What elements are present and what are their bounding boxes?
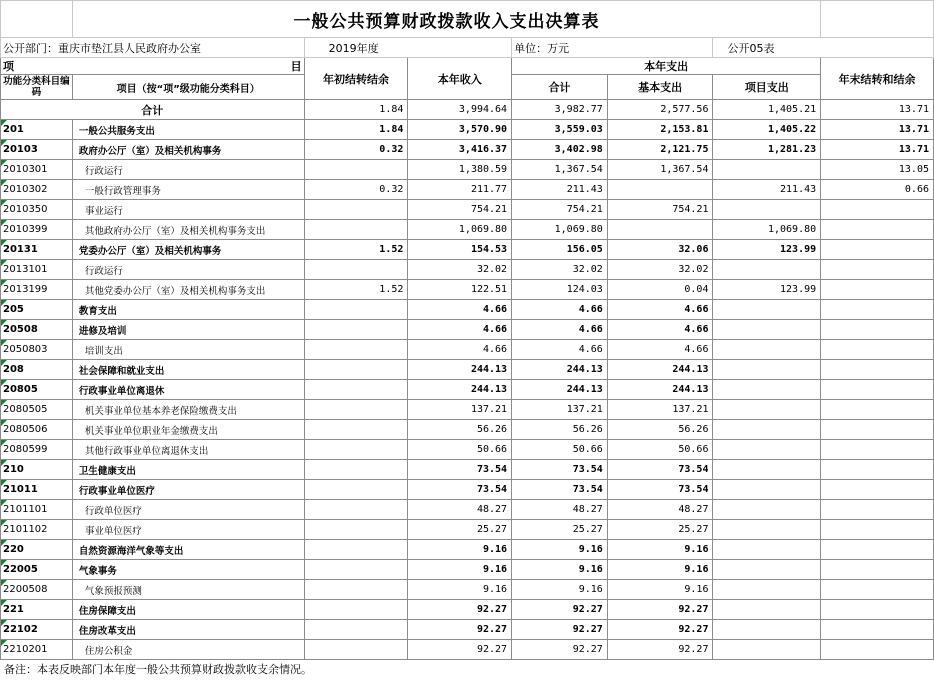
- table-row: [1, 580, 934, 600]
- cell-opening: [304, 200, 408, 220]
- title-right-cell: [821, 1, 934, 38]
- header-item-right: 目: [290, 60, 302, 73]
- cell-project: [713, 260, 821, 280]
- cell-basic: 9.16: [607, 560, 713, 580]
- table-row: [1, 340, 934, 360]
- cell-income: 9.16: [408, 560, 512, 580]
- cell-opening: [304, 380, 408, 400]
- row-code: 2010301: [1, 160, 73, 180]
- cell-closing: [821, 640, 934, 660]
- cell-project: [713, 520, 821, 540]
- cell-total: 244.13: [512, 380, 608, 400]
- header-spending: 本年支出: [512, 58, 821, 75]
- cell-income: 4.66: [408, 300, 512, 320]
- row-name: 机关事业单位职业年金缴费支出: [72, 420, 304, 440]
- cell-project: [713, 560, 821, 580]
- cell-marker-icon: [1, 620, 7, 626]
- cell-marker-icon: [1, 420, 7, 426]
- header-project: 项目（按“项”级功能分类科目）: [72, 75, 304, 100]
- table-row: [1, 360, 934, 380]
- row-name: 其他行政事业单位离退休支出: [72, 440, 304, 460]
- cell-marker-icon: [1, 580, 7, 586]
- row-code: 2010350: [1, 200, 73, 220]
- cell-total: 9.16: [512, 580, 608, 600]
- cell-opening: [304, 260, 408, 280]
- cell-income: 1,069.80: [408, 220, 512, 240]
- cell-project: [713, 460, 821, 480]
- row-code: 208: [1, 360, 73, 380]
- cell-opening: [304, 500, 408, 520]
- cell-project: [713, 160, 821, 180]
- row-name: 其他党委办公厅（室）及相关机构事务支出: [72, 280, 304, 300]
- row-code: 2013199: [1, 280, 73, 300]
- cell-income: 754.21: [408, 200, 512, 220]
- cell-closing: [821, 320, 934, 340]
- cell-closing: [821, 420, 934, 440]
- cell-total: 124.03: [512, 280, 608, 300]
- row-code: 2210201: [1, 640, 73, 660]
- cell-total: 4.66: [512, 300, 608, 320]
- cell-income: 122.51: [408, 280, 512, 300]
- row-name: 行政单位医疗: [72, 500, 304, 520]
- cell-marker-icon: [1, 200, 7, 206]
- cell-income: 3,416.37: [408, 140, 512, 160]
- cell-total: 3,559.03: [512, 120, 608, 140]
- cell-income: 73.54: [408, 460, 512, 480]
- cell-marker-icon: [1, 240, 7, 246]
- table-row: [1, 140, 934, 160]
- cell-opening: [304, 340, 408, 360]
- cell-income: 137.21: [408, 400, 512, 420]
- cell-total: 73.54: [512, 480, 608, 500]
- cell-income: 56.26: [408, 420, 512, 440]
- total-project: 1,405.21: [713, 100, 821, 120]
- cell-opening: [304, 480, 408, 500]
- cell-total: 156.05: [512, 240, 608, 260]
- cell-total: 137.21: [512, 400, 608, 420]
- row-name: 一般公共服务支出: [72, 120, 304, 140]
- cell-opening: 1.52: [304, 280, 408, 300]
- cell-basic: 92.27: [607, 620, 713, 640]
- cell-basic: 244.13: [607, 380, 713, 400]
- header-project-exp: 项目支出: [713, 75, 821, 100]
- cell-opening: [304, 620, 408, 640]
- cell-marker-icon: [1, 460, 7, 466]
- cell-basic: 2,153.81: [607, 120, 713, 140]
- row-name: 培训支出: [72, 340, 304, 360]
- cell-income: 92.27: [408, 600, 512, 620]
- row-name: 住房保障支出: [72, 600, 304, 620]
- cell-basic: 244.13: [607, 360, 713, 380]
- cell-opening: [304, 440, 408, 460]
- header-total: 合计: [512, 75, 608, 100]
- row-name: 行政运行: [72, 260, 304, 280]
- cell-project: [713, 540, 821, 560]
- cell-basic: 92.27: [607, 600, 713, 620]
- cell-basic: 50.66: [607, 440, 713, 460]
- row-code: 2013101: [1, 260, 73, 280]
- cell-income: 9.16: [408, 540, 512, 560]
- cell-basic: 92.27: [607, 640, 713, 660]
- row-code: 20103: [1, 140, 73, 160]
- page-title: 一般公共预算财政拨款收入支出决算表: [72, 1, 820, 38]
- header-closing: 年末结转和结余: [821, 58, 934, 100]
- cell-total: 1,367.54: [512, 160, 608, 180]
- cell-opening: 1.52: [304, 240, 408, 260]
- row-code: 220: [1, 540, 73, 560]
- row-name: 一般行政管理事务: [72, 180, 304, 200]
- table-row: [1, 320, 934, 340]
- row-name: 机关事业单位基本养老保险缴费支出: [72, 400, 304, 420]
- cell-project: [713, 360, 821, 380]
- row-code: 2010302: [1, 180, 73, 200]
- row-name: 进修及培训: [72, 320, 304, 340]
- cell-closing: [821, 300, 934, 320]
- cell-basic: 73.54: [607, 480, 713, 500]
- cell-income: 244.13: [408, 380, 512, 400]
- cell-opening: [304, 220, 408, 240]
- row-code: 2080505: [1, 400, 73, 420]
- cell-marker-icon: [1, 540, 7, 546]
- header-income: 本年收入: [408, 58, 512, 100]
- cell-closing: [821, 540, 934, 560]
- cell-project: [713, 420, 821, 440]
- cell-total: 4.66: [512, 340, 608, 360]
- cell-marker-icon: [1, 180, 7, 186]
- cell-project: [713, 640, 821, 660]
- table-row: [1, 480, 934, 500]
- table-row: [1, 120, 934, 140]
- cell-income: 4.66: [408, 320, 512, 340]
- cell-total: 92.27: [512, 620, 608, 640]
- form-label: 公开05表: [713, 38, 934, 58]
- cell-total: 1,069.80: [512, 220, 608, 240]
- table-row: [1, 540, 934, 560]
- cell-income: 9.16: [408, 580, 512, 600]
- row-name: 行政运行: [72, 160, 304, 180]
- title-left-cell: [1, 1, 73, 38]
- table-row: [1, 600, 934, 620]
- row-name: 其他政府办公厅（室）及相关机构事务支出: [72, 220, 304, 240]
- cell-basic: 25.27: [607, 520, 713, 540]
- cell-total: 4.66: [512, 320, 608, 340]
- row-code: 2080506: [1, 420, 73, 440]
- cell-marker-icon: [1, 160, 7, 166]
- cell-total: 92.27: [512, 640, 608, 660]
- row-name: 行政事业单位离退休: [72, 380, 304, 400]
- cell-marker-icon: [1, 600, 7, 606]
- cell-income: 211.77: [408, 180, 512, 200]
- table-body: [1, 1, 934, 660]
- row-name: 气象预报预测: [72, 580, 304, 600]
- table-row: [1, 460, 934, 480]
- row-code: 201: [1, 120, 73, 140]
- cell-income: 154.53: [408, 240, 512, 260]
- cell-basic: [607, 220, 713, 240]
- header-item-left: 项: [3, 60, 14, 73]
- cell-project: [713, 400, 821, 420]
- cell-marker-icon: [1, 400, 7, 406]
- row-name: 社会保障和就业支出: [72, 360, 304, 380]
- cell-income: 4.66: [408, 340, 512, 360]
- cell-opening: 1.84: [304, 120, 408, 140]
- table-row: [1, 280, 934, 300]
- cell-project: [713, 480, 821, 500]
- table-row: [1, 520, 934, 540]
- cell-project: 1,069.80: [713, 220, 821, 240]
- cell-income: 25.27: [408, 520, 512, 540]
- cell-opening: [304, 560, 408, 580]
- table-row: [1, 440, 934, 460]
- total-closing: 13.71: [821, 100, 934, 120]
- cell-closing: [821, 340, 934, 360]
- row-code: 2200508: [1, 580, 73, 600]
- cell-basic: 32.06: [607, 240, 713, 260]
- row-code: 20131: [1, 240, 73, 260]
- cell-closing: [821, 360, 934, 380]
- cell-project: [713, 380, 821, 400]
- cell-income: 1,380.59: [408, 160, 512, 180]
- row-code: 2050803: [1, 340, 73, 360]
- cell-basic: 48.27: [607, 500, 713, 520]
- cell-basic: 137.21: [607, 400, 713, 420]
- cell-opening: [304, 600, 408, 620]
- cell-project: [713, 440, 821, 460]
- row-name: 行政事业单位医疗: [72, 480, 304, 500]
- cell-total: 3,402.98: [512, 140, 608, 160]
- cell-total: 32.02: [512, 260, 608, 280]
- cell-closing: [821, 260, 934, 280]
- cell-marker-icon: [1, 340, 7, 346]
- cell-project: [713, 620, 821, 640]
- total-label: 合计: [1, 100, 305, 120]
- total-row: [1, 100, 934, 120]
- cell-basic: 4.66: [607, 300, 713, 320]
- cell-basic: 754.21: [607, 200, 713, 220]
- row-code: 2080599: [1, 440, 73, 460]
- cell-income: 3,570.90: [408, 120, 512, 140]
- cell-closing: 13.71: [821, 140, 934, 160]
- table-row: [1, 220, 934, 240]
- row-name: 自然资源海洋气象等支出: [72, 540, 304, 560]
- year-label: 2019年度: [304, 38, 511, 58]
- cell-project: [713, 320, 821, 340]
- cell-marker-icon: [1, 500, 7, 506]
- cell-opening: [304, 300, 408, 320]
- cell-marker-icon: [1, 320, 7, 326]
- cell-marker-icon: [1, 480, 7, 486]
- cell-basic: 2,121.75: [607, 140, 713, 160]
- cell-opening: [304, 520, 408, 540]
- cell-opening: [304, 540, 408, 560]
- cell-basic: 1,367.54: [607, 160, 713, 180]
- cell-closing: [821, 560, 934, 580]
- cell-marker-icon: [1, 520, 7, 526]
- cell-income: 50.66: [408, 440, 512, 460]
- cell-opening: [304, 420, 408, 440]
- table-row: [1, 160, 934, 180]
- cell-closing: [821, 280, 934, 300]
- table-row: [1, 640, 934, 660]
- row-code: 20805: [1, 380, 73, 400]
- header-basic: 基本支出: [607, 75, 713, 100]
- cell-opening: [304, 160, 408, 180]
- cell-closing: 13.71: [821, 120, 934, 140]
- cell-total: 754.21: [512, 200, 608, 220]
- cell-project: [713, 580, 821, 600]
- cell-closing: [821, 600, 934, 620]
- cell-marker-icon: [1, 640, 7, 646]
- cell-opening: [304, 460, 408, 480]
- row-code: 221: [1, 600, 73, 620]
- dept-label: 公开部门：重庆市垫江县人民政府办公室: [1, 38, 305, 58]
- cell-basic: 73.54: [607, 460, 713, 480]
- cell-closing: [821, 460, 934, 480]
- cell-total: 48.27: [512, 500, 608, 520]
- cell-project: [713, 340, 821, 360]
- table-row: [1, 240, 934, 260]
- cell-opening: 0.32: [304, 180, 408, 200]
- row-name: 政府办公厅（室）及相关机构事务: [72, 140, 304, 160]
- cell-total: 92.27: [512, 600, 608, 620]
- cell-closing: [821, 580, 934, 600]
- cell-project: 1,281.23: [713, 140, 821, 160]
- footnote: 备注：本表反映部门本年度一般公共预算财政拨款收支余情况。: [4, 663, 312, 676]
- cell-basic: 32.02: [607, 260, 713, 280]
- cell-total: 9.16: [512, 540, 608, 560]
- cell-closing: [821, 620, 934, 640]
- cell-basic: 9.16: [607, 540, 713, 560]
- cell-project: 211.43: [713, 180, 821, 200]
- cell-opening: [304, 580, 408, 600]
- cell-closing: [821, 200, 934, 220]
- cell-closing: [821, 520, 934, 540]
- cell-closing: [821, 440, 934, 460]
- cell-closing: 13.05: [821, 160, 934, 180]
- cell-total: 73.54: [512, 460, 608, 480]
- row-code: 2101102: [1, 520, 73, 540]
- header-opening: 年初结转结余: [304, 58, 408, 100]
- row-name: 事业运行: [72, 200, 304, 220]
- cell-total: 211.43: [512, 180, 608, 200]
- unit-label: 单位：万元: [512, 38, 713, 58]
- row-name: 事业单位医疗: [72, 520, 304, 540]
- table-row: [1, 620, 934, 640]
- row-name: 党委办公厅（室）及相关机构事务: [72, 240, 304, 260]
- cell-basic: 4.66: [607, 340, 713, 360]
- cell-total: 56.26: [512, 420, 608, 440]
- cell-marker-icon: [1, 300, 7, 306]
- cell-basic: 56.26: [607, 420, 713, 440]
- cell-marker-icon: [1, 380, 7, 386]
- cell-income: 92.27: [408, 620, 512, 640]
- cell-closing: [821, 240, 934, 260]
- table-row: [1, 400, 934, 420]
- cell-income: 73.54: [408, 480, 512, 500]
- cell-total: 9.16: [512, 560, 608, 580]
- cell-project: 123.99: [713, 240, 821, 260]
- row-code: 21011: [1, 480, 73, 500]
- row-name: 住房改革支出: [72, 620, 304, 640]
- table-row: [1, 380, 934, 400]
- cell-income: 92.27: [408, 640, 512, 660]
- cell-income: 244.13: [408, 360, 512, 380]
- cell-marker-icon: [1, 440, 7, 446]
- header-code: 功能分类科目编码: [1, 75, 73, 100]
- cell-total: 25.27: [512, 520, 608, 540]
- row-name: 教育支出: [72, 300, 304, 320]
- cell-project: 123.99: [713, 280, 821, 300]
- cell-total: 50.66: [512, 440, 608, 460]
- cell-project: [713, 600, 821, 620]
- total-total: 3,982.77: [512, 100, 608, 120]
- cell-marker-icon: [1, 360, 7, 366]
- cell-closing: [821, 400, 934, 420]
- total-basic: 2,577.56: [607, 100, 713, 120]
- cell-closing: [821, 500, 934, 520]
- cell-basic: [607, 180, 713, 200]
- cell-marker-icon: [1, 140, 7, 146]
- table-row: [1, 200, 934, 220]
- row-name: 住房公积金: [72, 640, 304, 660]
- table-row: [1, 260, 934, 280]
- cell-project: [713, 500, 821, 520]
- cell-closing: [821, 480, 934, 500]
- cell-project: [713, 300, 821, 320]
- cell-marker-icon: [1, 120, 7, 126]
- cell-project: 1,405.22: [713, 120, 821, 140]
- row-code: 2101101: [1, 500, 73, 520]
- cell-closing: [821, 220, 934, 240]
- cell-closing: [821, 380, 934, 400]
- total-income: 3,994.64: [408, 100, 512, 120]
- row-name: 气象事务: [72, 560, 304, 580]
- cell-basic: 4.66: [607, 320, 713, 340]
- row-name: 卫生健康支出: [72, 460, 304, 480]
- cell-project: [713, 200, 821, 220]
- table-row: [1, 180, 934, 200]
- cell-total: 244.13: [512, 360, 608, 380]
- cell-marker-icon: [1, 280, 7, 286]
- cell-opening: [304, 360, 408, 380]
- table-row: [1, 500, 934, 520]
- total-opening: 1.84: [304, 100, 408, 120]
- table-row: [1, 560, 934, 580]
- row-code: 205: [1, 300, 73, 320]
- cell-marker-icon: [1, 220, 7, 226]
- cell-basic: 0.04: [607, 280, 713, 300]
- row-code: 22102: [1, 620, 73, 640]
- header-item: [1, 58, 305, 75]
- cell-income: 48.27: [408, 500, 512, 520]
- cell-opening: 0.32: [304, 140, 408, 160]
- row-code: 2010399: [1, 220, 73, 240]
- table-row: [1, 300, 934, 320]
- cell-opening: [304, 320, 408, 340]
- row-code: 210: [1, 460, 73, 480]
- row-code: 20508: [1, 320, 73, 340]
- cell-basic: 9.16: [607, 580, 713, 600]
- cell-income: 32.02: [408, 260, 512, 280]
- cell-marker-icon: [1, 560, 7, 566]
- row-code: 22005: [1, 560, 73, 580]
- cell-marker-icon: [1, 260, 7, 266]
- cell-opening: [304, 400, 408, 420]
- table-row: [1, 420, 934, 440]
- cell-opening: [304, 640, 408, 660]
- cell-closing: 0.66: [821, 180, 934, 200]
